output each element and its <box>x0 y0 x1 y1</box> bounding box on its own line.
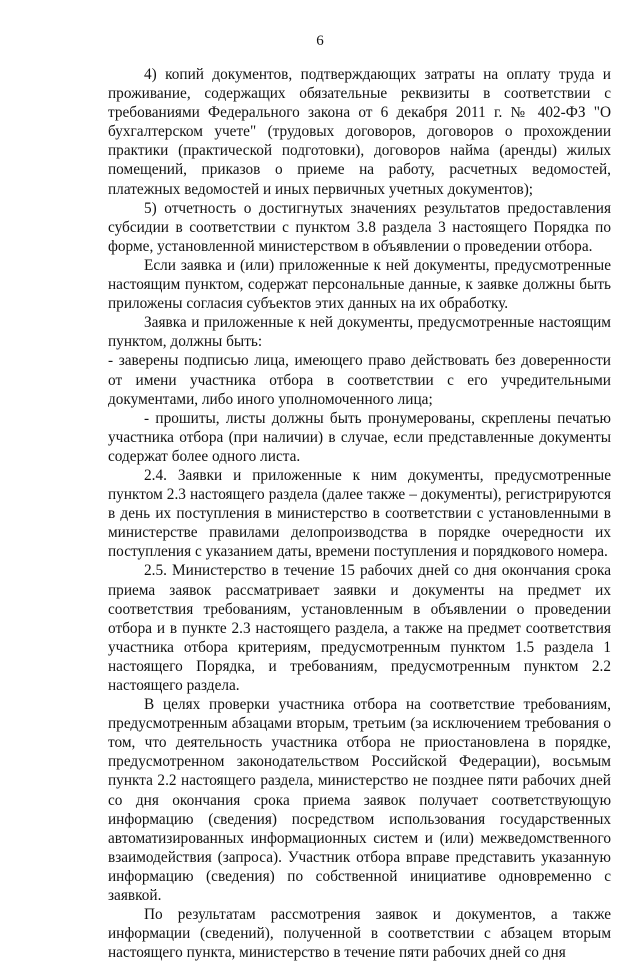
page-number: 6 <box>316 33 324 49</box>
paragraph-verification: В целях проверки участника отбора на соответствие требованиям, предусмотренным абзацами вторым, третьим (за исключением требования о том, что деятельность участника отбора не приостановлена в порядке, предусмотренном законодательством Российской Федерации), восьмым пункта 2.2 настоящего раздела, министерство не позднее пяти рабочих дней со дня окончания срока приема заявок получает соответствующую информацию (сведения) посредством использования государственных автоматизированных информационных систем и (или) межведомственного взаимодействия (запроса). Участник отбора вправе представить указанную информацию (сведения) по собственной инициативе одновременно с заявкой. <box>108 696 611 905</box>
paragraph-section-2-5: 2.5. Министерство в течение 15 рабочих дней со дня окончания срока приема заявок рассматривает заявки и документы на предмет их соответствия требованиям, установленным в объявлении о проведении отбора и в пункте 2.3 настоящего раздела, а также на предмет соответствия участника отбора критериям, предусмотренным пунктом 1.5 раздела 1 настоящего Порядка, и требованиям, предусмотренным пунктом 2.2 настоящего раздела. <box>108 562 611 694</box>
paragraph-item-5: 5) отчетность о достигнутых значениях результатов предоставления субсидии в соответствии с пунктом 3.8 раздела 3 настоящего Порядка по форме, установленной министерством в объявлении о проведении отбора. <box>108 199 611 255</box>
paragraph-section-2-4: 2.4. Заявки и приложенные к ним документы, предусмотренные пунктом 2.3 настоящего раздела (далее также – документы), регистрируются в день их поступления в министерство в соответствии с установленными в министерстве правилами делопроизводства в порядке очередности их поступления с указанием даты, времени поступления и порядкового номера. <box>108 466 611 561</box>
paragraph-requirement-bound: - прошиты, листы должны быть пронумерованы, скреплены печатью участника отбора (при наличии) в случае, если представленные документы содержат более одного листа. <box>108 409 611 465</box>
paragraph-item-4: 4) копий документов, подтверждающих затраты на оплату труда и проживание, содержащих обязательные реквизиты в соответствии с требованиями Федерального закона от 6 декабря 2011 г. № 402-ФЗ "О бухгалтерском учете" (трудовых договоров, договоров о прохождении практики (практической подготовки), договоров найма (аренды) жилых помещений, приказов о приеме на работу, расчетных ведомостей, платежных ведомостей и иных первичных учетных документов); <box>108 66 611 198</box>
paragraph-requirements-intro: Заявка и приложенные к ней документы, предусмотренные настоящим пунктом, должны быть: <box>108 314 611 351</box>
paragraph-results: По результатам рассмотрения заявок и документов, а также информации (сведений), полученной в соответствии с абзацем вторым настоящего пункта, министерство в течение пяти рабочих дней со дня <box>108 906 611 962</box>
paragraph-personal-data: Если заявка и (или) приложенные к ней документы, предусмотренные настоящим пунктом, содержат персональные данные, к заявке должны быть приложены согласия субъектов этих данных на их обработку. <box>108 256 611 313</box>
paragraph-requirement-signed: - заверены подписью лица, имеющего право действовать без доверенности от имени участника отбора в соответствии с его учредительными документами, либо иного уполномоченного лица; <box>108 352 611 408</box>
document-body <box>108 65 611 962</box>
